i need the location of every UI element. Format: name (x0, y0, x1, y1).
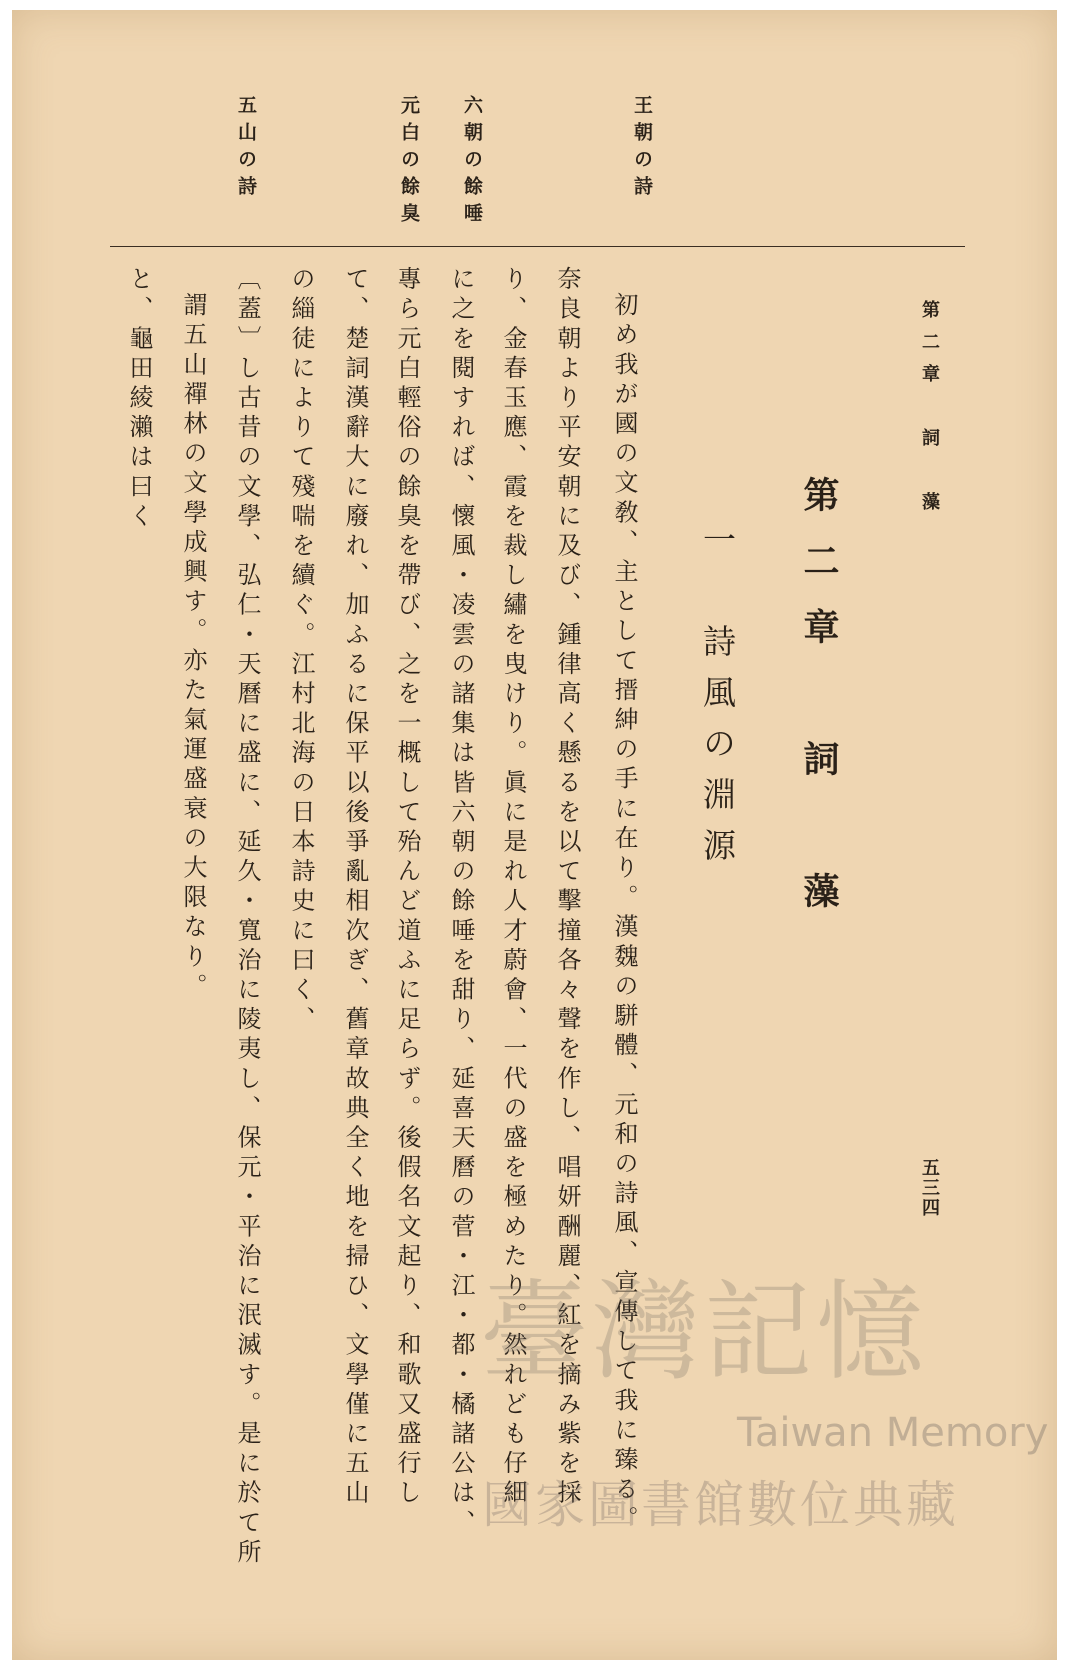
body-line-6: て、楚詞漢辭大に廢れ、加ふるに保平以後爭亂相次ぎ、舊章故典全く地を掃ひ、文學僅に五山 (341, 266, 369, 1510)
body-line-4: に之を閱すれば、懷風・凌雲の諸集は皆六朝の餘唾を甜り、延喜天曆の菅・江・都・橘諸公は、 (447, 266, 475, 1539)
body-line-3: り、金春玉應、霞を裁し繡を曳けり。眞に是れ人才蔚會、一代の盛を極めたり。然れども仔細 (499, 266, 527, 1510)
watermark-english: Taiwan Memory (737, 1410, 1049, 1456)
body-line-2: 奈良朝より平安朝に及び、鍾律高く懸るを以て擊撞各々聲を作し、唱妍酬麗、紅を摘み紫を採 (553, 266, 581, 1510)
chapter-title: 第二章 詞 藻 (798, 476, 840, 938)
page-number: 五三四 (919, 1158, 940, 1218)
body-line-7: の緇徒によりて殘喘を續ぐ。江村北海の日本詩史に曰く、 (287, 266, 315, 1036)
body-line-9: 謂五山禪林の文學成興す。亦た氣運盛衰の大限なり。 (179, 292, 207, 1003)
margin-note-3: 元白の餘臭 (398, 95, 420, 230)
margin-note-1: 王朝の詩 (631, 95, 653, 203)
header-rule (110, 246, 965, 247)
body-line-8: 〔蓋〕し古昔の文學、弘仁・天曆に盛に、延久・寬治に陵夷し、保元・平治に泯滅す。是に於て所 (233, 266, 261, 1569)
watermark-logo: 臺灣記憶 (480, 1270, 929, 1395)
section-title: 一 詩風の淵源 (698, 522, 737, 879)
body-line-1: 初め我が國の文敎、主として搢紳の手に在り。漢魏の駢體、元和の詩風、宣傳して我に臻る。 (610, 292, 638, 1536)
margin-note-2: 六朝の餘唾 (461, 95, 483, 230)
running-head: 第二章 詞 藻 (919, 300, 940, 524)
body-line-5: 專ら元白輕俗の餘臭を帶び、之を一概して殆んど道ふに足らず。後假名文起り、和歌又盛行し (393, 266, 421, 1510)
watermark-library: 國家圖書館數位典藏 (482, 1476, 959, 1534)
margin-note-4: 五山の詩 (235, 95, 257, 203)
book-page (12, 10, 1057, 1660)
body-line-10: と、龜田綾瀨は曰く (125, 266, 153, 533)
